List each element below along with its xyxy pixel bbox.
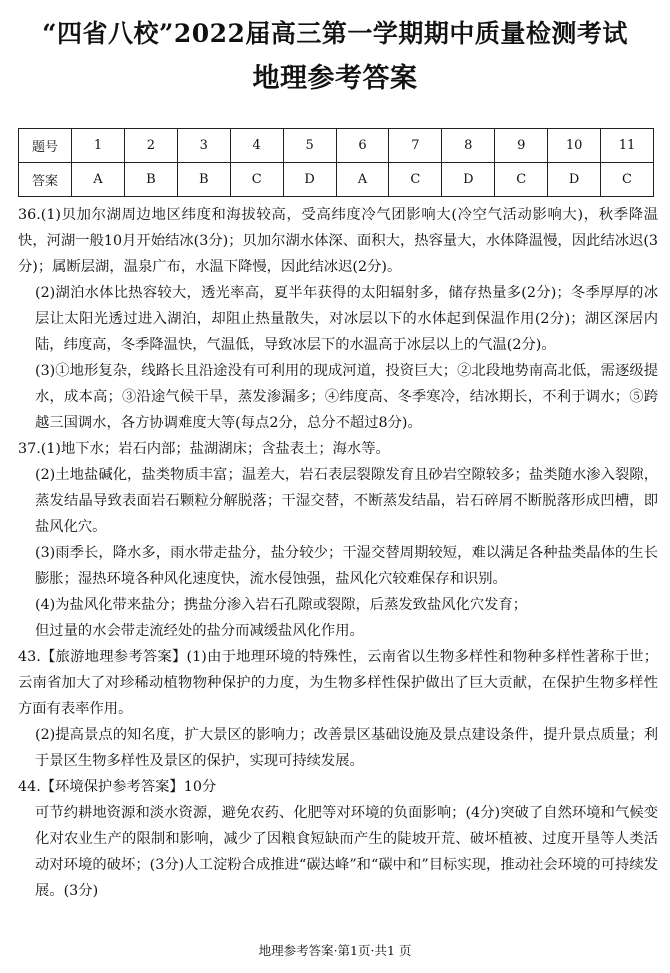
question-number-label: 43. [18, 649, 41, 665]
question-number: 1 [72, 129, 125, 163]
answer-paragraph: (2)提高景点的知名度，扩大景区的影响力；改善景区基础设施及景点建设条件，提升景点质量；利于景区生物多样性及景区的保护，实现可持续发展。 [35, 727, 658, 769]
answer-paragraph [18, 202, 658, 280]
question-number: 2 [124, 129, 177, 163]
question-number-label: 36. [18, 207, 41, 223]
answer-cell: B [124, 163, 177, 197]
answer-table [18, 128, 654, 197]
answer-text: (1)贝加尔湖周边地区纬度和海拔较高，受高纬度冷气团影响大(冷空气活动影响大)，秋季降温快，河湖一般10月开始结冰(3分)；贝加尔湖水体深、面积大，热容量大，水体降温慢，因此结冰迟(3分)；属断层湖，温泉广布，水温下降慢，因此结冰迟(2分)。 [18, 207, 658, 275]
answer-paragraph: (4)为盐风化带来盐分；携盐分渗入岩石孔隙或裂隙，后蒸发致盐风化穴发育； [35, 597, 528, 613]
question-number: 3 [177, 129, 230, 163]
question-number-label: 44. [18, 779, 41, 795]
answer-row [19, 163, 654, 197]
answer-cell: D [283, 163, 336, 197]
answer-cell: C [601, 163, 654, 197]
answer-cell: A [336, 163, 389, 197]
question-number-label: 37. [18, 441, 41, 457]
question-number: 8 [442, 129, 495, 163]
answer-paragraph: 但过量的水会带走流经处的盐分而减缓盐风化作用。 [35, 623, 364, 639]
page-subtitle: 地理参考答案 [252, 63, 418, 94]
page-footer: 地理参考答案·第1页·共1 页 [258, 943, 412, 958]
question-number: 4 [230, 129, 283, 163]
question-number: 5 [283, 129, 336, 163]
answer-cell: D [442, 163, 495, 197]
answer-cell: A [72, 163, 125, 197]
answer-cell: B [177, 163, 230, 197]
question-block-44 [18, 774, 658, 904]
answer-cell: C [230, 163, 283, 197]
answer-paragraph [18, 436, 658, 462]
row-label: 答案 [19, 163, 72, 197]
answer-paragraph: (2)湖泊水体比热容较大，透光率高，夏半年获得的太阳辐射多，储存热量多(2分)；冬季厚厚的冰层让太阳光透过进入湖泊，却阻止热量散失，对冰层以下的水体起到保温作用(2分)；湖区深居内陆，纬度高，冬季降温快，气温低，导致冰层下的水温高于冰层以上的气温(2分)。 [35, 285, 658, 353]
answer-paragraph: (2)土地盐碱化，盐类物质丰富；温差大，岩石表层裂隙发育且砂岩空隙较多；盐类随水渗入裂隙，蒸发结晶导致表面岩石颗粒分解脱落；干湿交替，不断蒸发结晶，岩石碎屑不断脱落形成凹槽，即盐风化穴。 [35, 467, 658, 535]
question-block-37 [18, 436, 658, 644]
question-number: 11 [601, 129, 654, 163]
answer-paragraph: (3)雨季长，降水多，雨水带走盐分，盐分较少；干湿交替周期较短，难以满足各种盐类晶体的生长膨胀；湿热环境各种风化速度快，流水侵蚀强，盐风化穴较难保存和识别。 [35, 545, 658, 587]
answer-text: (1)地下水；岩石内部；盐湖湖床；含盐表土；海水等。 [40, 441, 390, 457]
answer-text: 【环境保护参考答案】10分 [40, 779, 217, 795]
answer-text: 【旅游地理参考答案】(1)由于地理环境的特殊性，云南省以生物多样性和物种多样性著称于世；云南省加大了对珍稀动植物物种保护的力度，为生物多样性保护做出了巨大贡献，在保护生物多样性方面有表率作用。 [18, 649, 658, 717]
answer-cell: C [495, 163, 548, 197]
page-title: “四省八校”2022届高三第一学期期中质量检测考试 [42, 19, 628, 48]
answer-cell: D [548, 163, 601, 197]
question-number: 9 [495, 129, 548, 163]
question-number: 10 [548, 129, 601, 163]
answer-paragraph: (3)①地形复杂，线路长且沿途没有可利用的现成河道，投资巨大；②北段地势南高北低，需逐级提水，成本高；③沿途气候干旱，蒸发渗漏多；④纬度高、冬季寒冷，结冰期长，不利于调水；⑤跨越三国调水，各方协调难度大等(每点2分，总分不超过8分)。 [35, 363, 658, 431]
question-number: 7 [389, 129, 442, 163]
answer-body [18, 202, 658, 904]
question-number: 6 [336, 129, 389, 163]
answer-paragraph: 可节约耕地资源和淡水资源，避免农药、化肥等对环境的负面影响；(4分)突破了自然环境和气候变化对农业生产的限制和影响，减少了因粮食短缺而产生的陡坡开荒、破坏植被、过度开垦等人类活动对环境的破坏；(3分)人工淀粉合成推进“碳达峰”和“碳中和”目标实现，推动社会环境的可持续发展。(3分) [35, 805, 658, 899]
question-block-36 [18, 202, 658, 436]
question-block-43 [18, 644, 658, 774]
answer-paragraph [18, 774, 658, 800]
answer-paragraph [18, 644, 658, 722]
row-label: 题号 [19, 129, 72, 163]
answer-cell: C [389, 163, 442, 197]
question-number-row [19, 129, 654, 163]
